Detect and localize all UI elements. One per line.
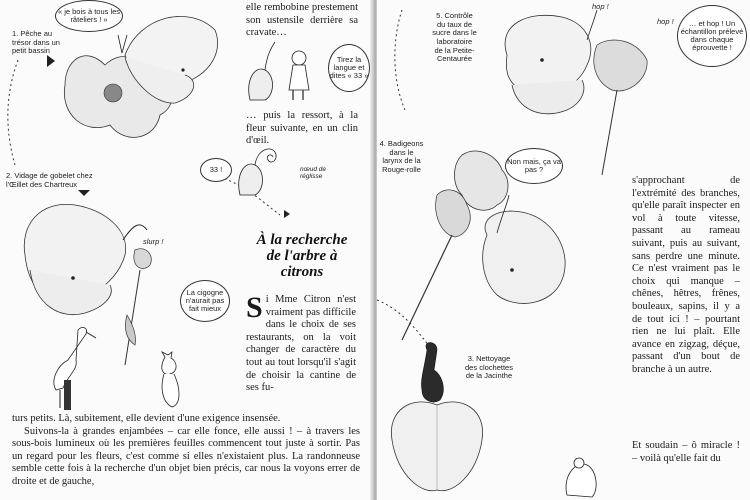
speech-bubble-33: 33 !: [200, 158, 232, 182]
right-column-text: s'approchant de l'extrémité des branches, qu'elle paraît inspecter en vol à toute vitesse, passant au rameau suivant, puis au suivant, sans perdre une minute. Ce n'est vraiment pas le choix qui manque – chênes, hêtres, frênes, bouleaux, sapins, il y a de tout ici ! – pourtant rien ne lui plaît. Elle avance en zigzag, déçue, passant d'un bout de branche à un autre.: [632, 175, 740, 375]
article-paragraph-2: Suivons-la à grandes enjambées – car elle fonce, elle aussi ! – à travers les sous-bois lumineux où les premières feuilles commencent tout juste à sortir. Pas un regard pour les fleurs, c'est comme si elles n'existaient plus. La randonneuse semble cette fois à la recherche d'un objet bien précis, car nous la voyons errer de droite et de gauche,: [12, 425, 360, 487]
hop-label-2: hop !: [657, 17, 674, 26]
left-mid-text: … puis la ressort, à la fleur suivante, en un clin d'œil.: [246, 110, 358, 147]
article-dropcap: S: [246, 291, 263, 324]
left-page: [0, 0, 373, 500]
proboscis-sketch-1: [245, 40, 285, 105]
callout-1: 1. Pêche au trésor dans un petit bassin: [12, 29, 60, 56]
callout-4: 4. Badigeons dans le larynx de la Rouge-rolle: [379, 139, 424, 174]
article-headline: À la recherche de l'arbre à citrons: [256, 232, 348, 280]
small-creature-sketch: [557, 445, 607, 500]
callout-5: 5. Contrôle du taux de sucre dans le laboratoire de la Petite-Centaurée: [432, 11, 477, 64]
hop-label-1: hop !: [592, 2, 609, 11]
callout-3: 3. Nettoyage des clochettes de la Jacinthe: [465, 354, 513, 381]
left-top-text: elle rembobine prestement son ustensile derrière sa cravate…: [246, 2, 358, 39]
proboscis-sketch-2: [235, 140, 295, 200]
right-page: [377, 0, 750, 500]
doctor-character-illustration: [285, 48, 325, 103]
butterfly-hyacinth-illustration: [382, 340, 492, 500]
speech-bubble-cigogne: La cigogne n'aurait pas fait mieux: [180, 280, 230, 322]
right-column-text-2: Et soudain – ô miracle ! – voilà qu'elle fait du: [632, 440, 740, 464]
article-body: [12, 413, 360, 489]
callout-2: 2. Vidage de gobelet chez l'Œillet des Chartreux: [6, 171, 93, 189]
slurp-sound-label: slurp !: [143, 237, 164, 246]
speech-bubble-tirez-la-langue: Tirez la langue et dites « 33 »: [328, 44, 370, 92]
speech-bubble-echantillon: … et hop ! Un échantillon prélevé dans chaque éprouvette !: [677, 5, 747, 67]
fox-character-illustration: [150, 352, 190, 412]
article-column-text: i Mme Citron n'est vraiment pas difficile dans le choix de ses restaurants, on la voit changer de caractère du tout au tout lorsqu'il s'agit de choisir la cantine de ses fu-: [246, 294, 356, 394]
speech-bubble-non-mais: Non mais, ça va pas ?: [505, 148, 563, 184]
reglisse-label: nœud de réglisse: [300, 166, 327, 181]
article-paragraph-1: turs petits. Là, subitement, elle devient d'une exigence insensée.: [12, 413, 281, 424]
flight-path-arrow-icon: [284, 210, 290, 218]
stork-character-illustration: [38, 320, 98, 410]
article-column: [246, 291, 356, 395]
speech-bubble-ratelier: « je bois à tous les râteliers ! »: [55, 0, 123, 32]
